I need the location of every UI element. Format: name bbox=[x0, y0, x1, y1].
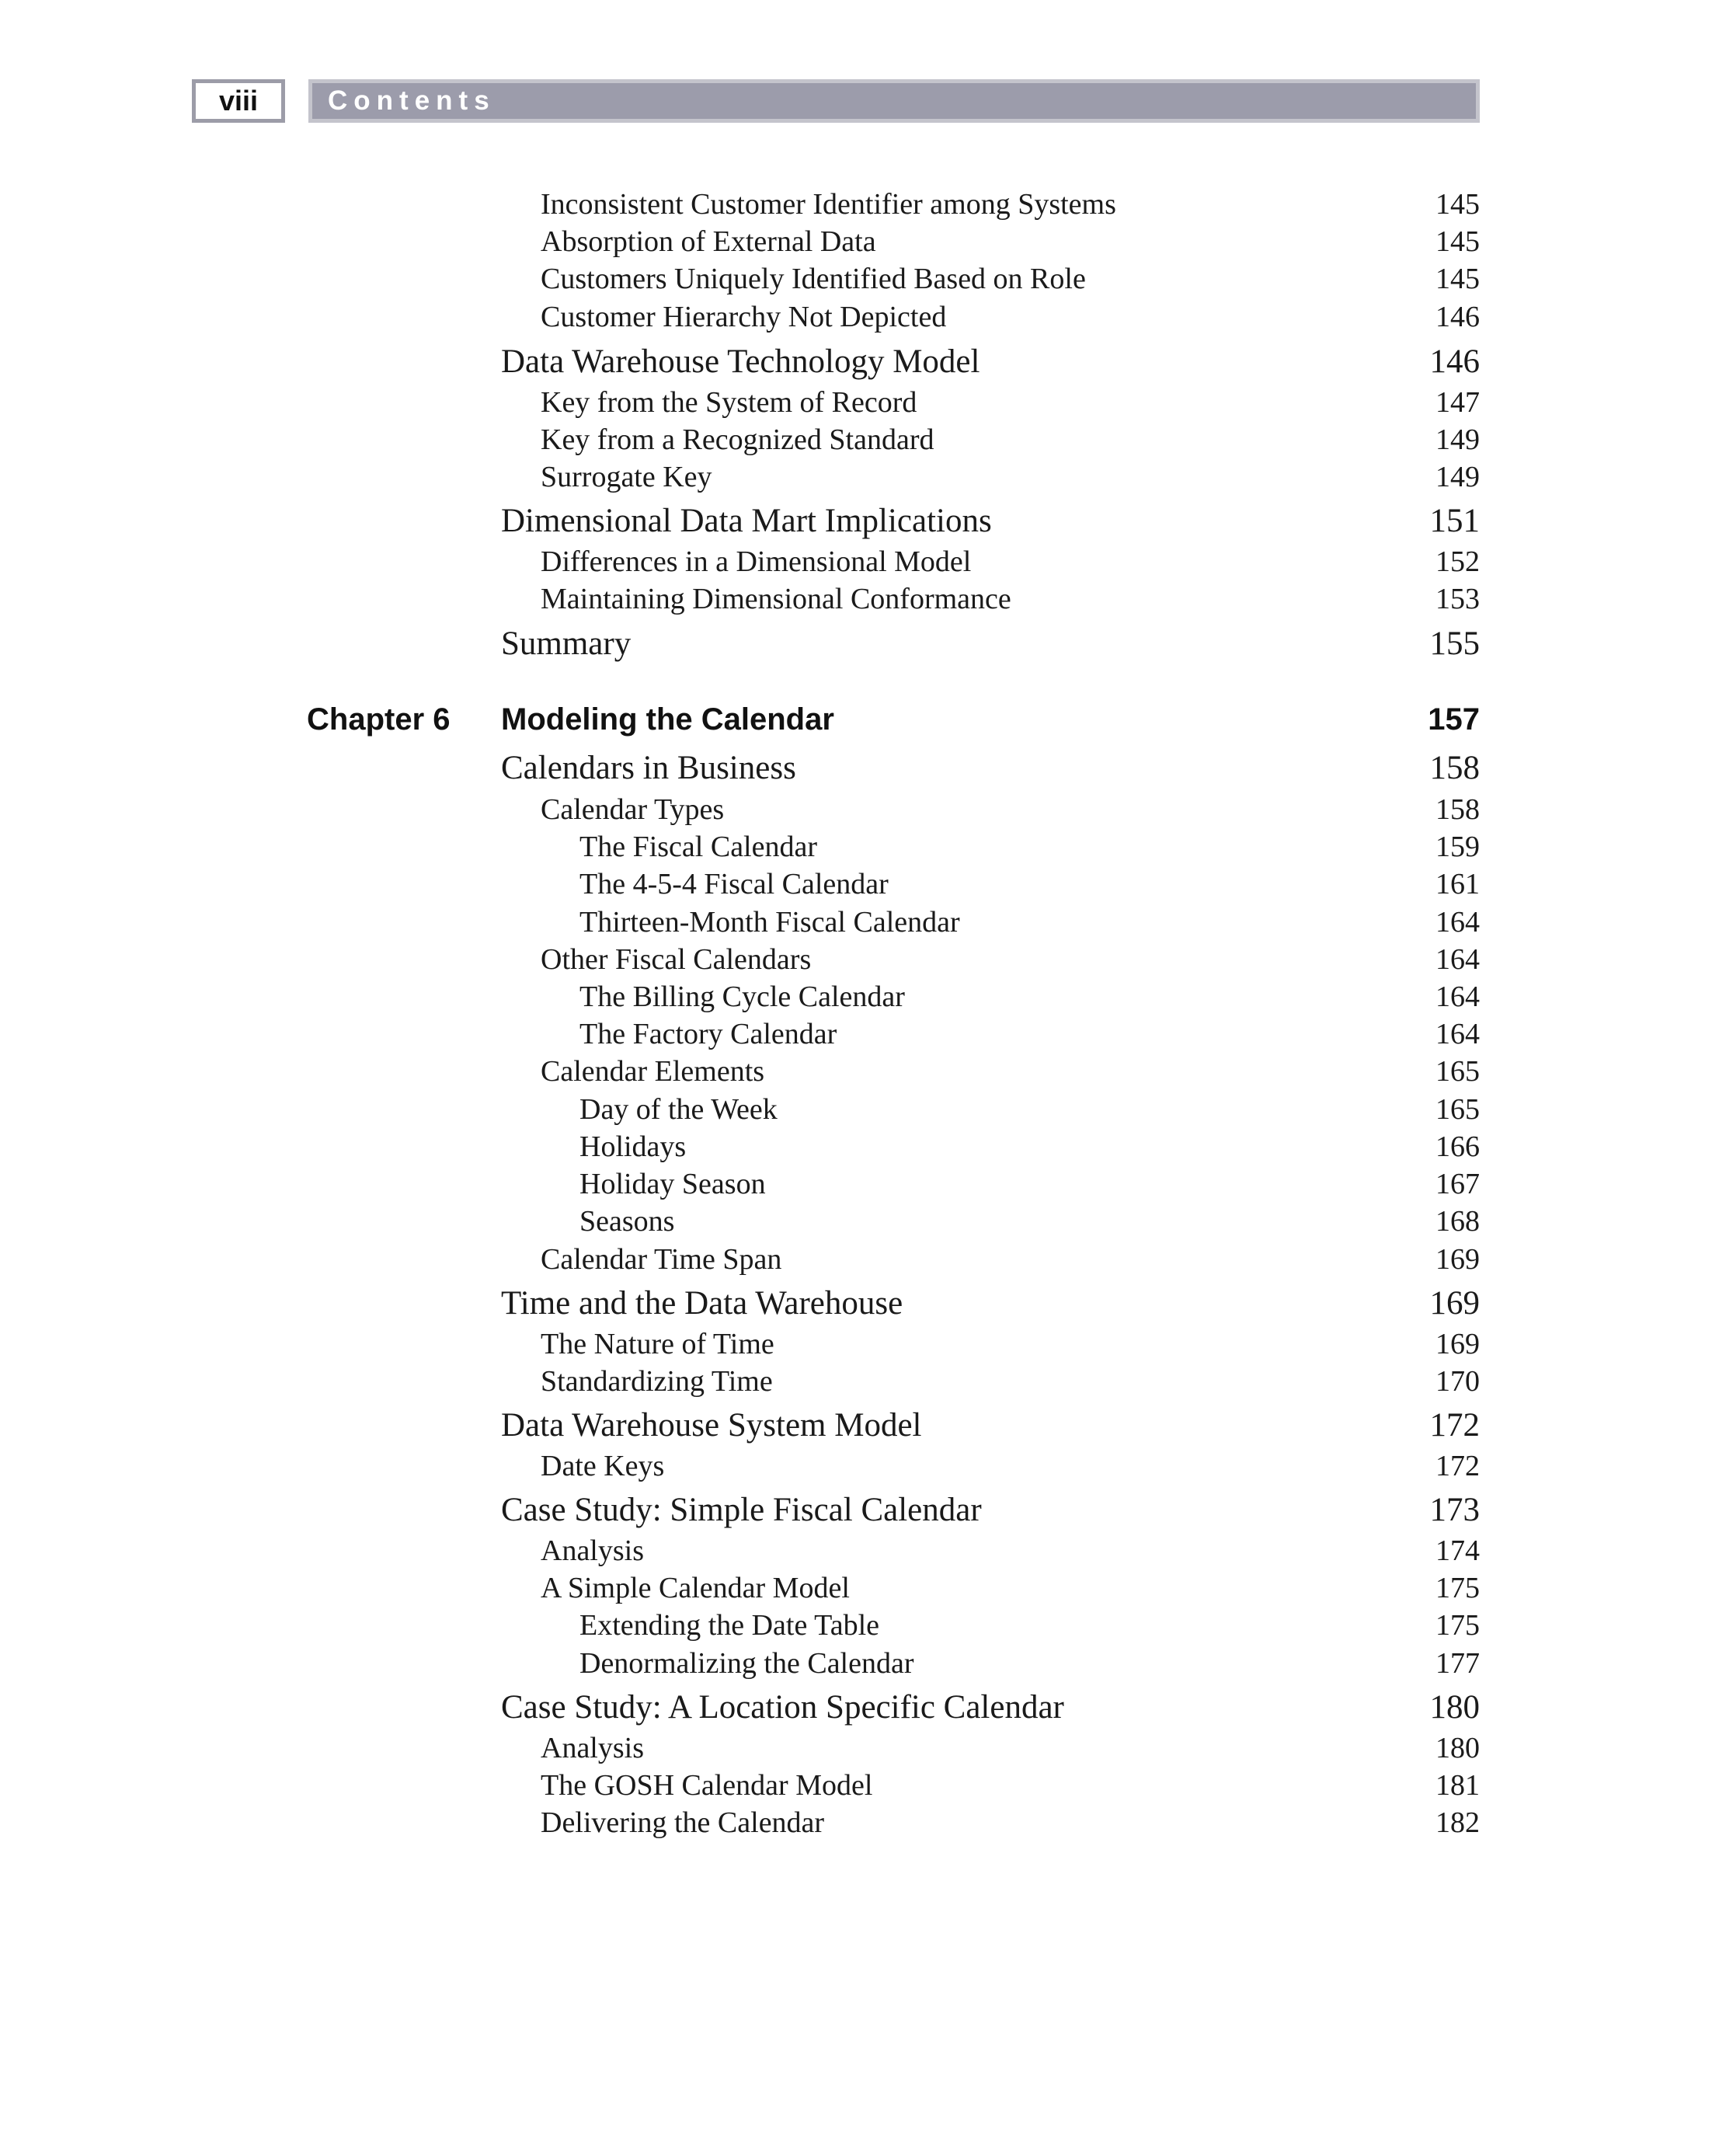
toc-entry-page: 153 bbox=[1435, 583, 1480, 615]
toc-section-title: Time and the Data Warehouse bbox=[501, 1285, 903, 1322]
toc-entry-title: Differences in a Dimensional Model bbox=[541, 545, 972, 578]
toc-subentry-title: Seasons bbox=[579, 1205, 675, 1238]
toc-entry[interactable] bbox=[0, 1726, 1480, 1765]
toc-section-title: Data Warehouse System Model bbox=[501, 1407, 922, 1444]
running-header bbox=[308, 79, 1480, 123]
toc-entry-title: Analysis bbox=[541, 1732, 644, 1764]
toc-subentry-page: 168 bbox=[1435, 1205, 1480, 1238]
toc-subentry-page: 164 bbox=[1435, 980, 1480, 1013]
toc-entry-title: Calendar Types bbox=[541, 793, 725, 826]
toc-subentry-title: The 4-5-4 Fiscal Calendar bbox=[579, 868, 889, 900]
toc-entry-title: Absorption of External Data bbox=[541, 225, 876, 258]
chapter-label: Chapter 6 bbox=[307, 702, 451, 737]
toc-entry-page: 170 bbox=[1435, 1365, 1480, 1398]
chapter-heading[interactable] bbox=[0, 694, 1480, 737]
toc-entry-title: Customers Uniquely Identified Based on Role bbox=[541, 263, 1086, 295]
toc-entry-title: Other Fiscal Calendars bbox=[541, 943, 812, 976]
toc-section-page: 146 bbox=[1429, 343, 1480, 380]
toc-entry[interactable] bbox=[0, 1322, 1480, 1361]
toc-section[interactable] bbox=[0, 1283, 1480, 1322]
toc-entry-page: 147 bbox=[1435, 386, 1480, 419]
toc-entry-page: 149 bbox=[1435, 423, 1480, 456]
toc-entry-title: Customer Hierarchy Not Depicted bbox=[541, 301, 947, 333]
toc-subentry[interactable] bbox=[0, 862, 1480, 901]
toc-entry[interactable] bbox=[0, 418, 1480, 457]
toc-entry-page: 165 bbox=[1435, 1055, 1480, 1088]
toc-section[interactable] bbox=[0, 501, 1480, 540]
toc-subentry-title: Denormalizing the Calendar bbox=[579, 1647, 914, 1680]
toc-subentry-page: 177 bbox=[1435, 1647, 1480, 1680]
toc-entry-title: The GOSH Calendar Model bbox=[541, 1769, 873, 1802]
toc-subentry-title: The Billing Cycle Calendar bbox=[579, 980, 905, 1013]
toc-entry-title: Analysis bbox=[541, 1534, 644, 1567]
toc-entry-page: 169 bbox=[1435, 1243, 1480, 1276]
toc-entry[interactable] bbox=[0, 577, 1480, 616]
toc-section-title: Summary bbox=[501, 625, 632, 662]
toc-entry[interactable] bbox=[0, 1050, 1480, 1088]
toc-entry[interactable] bbox=[0, 220, 1480, 259]
toc-subentry[interactable] bbox=[0, 1012, 1480, 1051]
toc-entry-title: Inconsistent Customer Identifier among Systems bbox=[541, 188, 1116, 221]
toc-entry[interactable] bbox=[0, 257, 1480, 296]
toc-section-title: Case Study: Simple Fiscal Calendar bbox=[501, 1492, 982, 1528]
toc-section-page: 169 bbox=[1429, 1285, 1480, 1322]
toc-subentry-title: Thirteen-Month Fiscal Calendar bbox=[579, 906, 960, 939]
toc-subentry-title: The Factory Calendar bbox=[579, 1018, 837, 1050]
toc-section[interactable] bbox=[0, 748, 1480, 787]
toc-entry[interactable] bbox=[0, 295, 1480, 334]
toc-entry-title: Date Keys bbox=[541, 1450, 665, 1482]
toc-entry-title: Maintaining Dimensional Conformance bbox=[541, 583, 1011, 615]
toc-entry[interactable] bbox=[0, 1238, 1480, 1277]
toc-entry[interactable] bbox=[0, 1360, 1480, 1398]
toc-entry[interactable] bbox=[0, 455, 1480, 494]
chapter-page: 157 bbox=[1428, 702, 1480, 737]
toc-subentry[interactable] bbox=[0, 1125, 1480, 1164]
toc-subentry[interactable] bbox=[0, 1604, 1480, 1642]
toc-subentry-title: Holidays bbox=[579, 1130, 687, 1163]
toc-entry[interactable] bbox=[0, 1566, 1480, 1605]
toc-section-title: Calendars in Business bbox=[501, 750, 796, 786]
toc-section[interactable] bbox=[0, 1490, 1480, 1529]
toc-subentry-page: 166 bbox=[1435, 1130, 1480, 1163]
toc-subentry-page: 165 bbox=[1435, 1093, 1480, 1126]
toc-subentry[interactable] bbox=[0, 900, 1480, 939]
toc-entry-page: 145 bbox=[1435, 188, 1480, 221]
chapter-title: Modeling the Calendar bbox=[501, 702, 834, 737]
toc-entry-page: 158 bbox=[1435, 793, 1480, 826]
toc-subentry[interactable] bbox=[0, 975, 1480, 1014]
toc-section-title: Dimensional Data Mart Implications bbox=[501, 503, 992, 539]
toc-entry-title: Calendar Time Span bbox=[541, 1243, 782, 1276]
toc-subentry-page: 161 bbox=[1435, 868, 1480, 900]
toc-section-title: Case Study: A Location Specific Calendar bbox=[501, 1689, 1064, 1726]
toc-subentry[interactable] bbox=[0, 825, 1480, 864]
toc-entry-title: The Nature of Time bbox=[541, 1328, 774, 1360]
toc-entry[interactable] bbox=[0, 1529, 1480, 1568]
toc-entry-page: 182 bbox=[1435, 1806, 1480, 1839]
toc-entry-title: Key from the System of Record bbox=[541, 386, 917, 419]
toc-subentry[interactable] bbox=[0, 1642, 1480, 1681]
toc-entry[interactable] bbox=[0, 381, 1480, 420]
toc-entry[interactable] bbox=[0, 1764, 1480, 1802]
toc-section-page: 151 bbox=[1429, 503, 1480, 539]
toc-entry-page: 149 bbox=[1435, 461, 1480, 493]
toc-section-page: 158 bbox=[1429, 750, 1480, 786]
toc-subentry[interactable] bbox=[0, 1162, 1480, 1201]
toc-entry-title: Delivering the Calendar bbox=[541, 1806, 825, 1839]
toc-entry-title: Standardizing Time bbox=[541, 1365, 773, 1398]
toc-entry-page: 172 bbox=[1435, 1450, 1480, 1482]
toc-section-page: 173 bbox=[1429, 1492, 1480, 1528]
toc-section-page: 172 bbox=[1429, 1407, 1480, 1444]
toc-subentry-page: 175 bbox=[1435, 1609, 1480, 1642]
toc-subentry-page: 159 bbox=[1435, 831, 1480, 863]
toc-entry-page: 152 bbox=[1435, 545, 1480, 578]
toc-entry[interactable] bbox=[0, 1444, 1480, 1483]
toc-subentry-title: The Fiscal Calendar bbox=[579, 831, 818, 863]
toc-entry[interactable] bbox=[0, 938, 1480, 977]
toc-section-page: 155 bbox=[1429, 625, 1480, 662]
toc-entry[interactable] bbox=[0, 1801, 1480, 1840]
toc-subentry-title: Day of the Week bbox=[579, 1093, 778, 1126]
toc-entry[interactable] bbox=[0, 540, 1480, 579]
toc-entry-page: 145 bbox=[1435, 225, 1480, 258]
toc-subentry-page: 164 bbox=[1435, 906, 1480, 939]
running-header-title: Contents bbox=[328, 85, 496, 116]
toc-subentry-title: Holiday Season bbox=[579, 1168, 766, 1200]
toc-section[interactable] bbox=[0, 1405, 1480, 1444]
toc-entry-title: Calendar Elements bbox=[541, 1055, 765, 1088]
toc-subentry-page: 167 bbox=[1435, 1168, 1480, 1200]
toc-entry-page: 169 bbox=[1435, 1328, 1480, 1360]
toc-entry-page: 164 bbox=[1435, 943, 1480, 976]
page-number: viii bbox=[192, 79, 285, 123]
toc-entry-page: 174 bbox=[1435, 1534, 1480, 1567]
toc-subentry-title: Extending the Date Table bbox=[579, 1609, 880, 1642]
toc-entry-page: 145 bbox=[1435, 263, 1480, 295]
toc-entry-page: 175 bbox=[1435, 1572, 1480, 1604]
toc-section-title: Data Warehouse Technology Model bbox=[501, 343, 980, 380]
toc-subentry[interactable] bbox=[0, 1200, 1480, 1238]
toc-entry-title: Key from a Recognized Standard bbox=[541, 423, 934, 456]
toc-entry-page: 181 bbox=[1435, 1769, 1480, 1802]
toc-section[interactable] bbox=[0, 342, 1480, 381]
toc-section[interactable] bbox=[0, 624, 1480, 663]
toc-entry[interactable] bbox=[0, 183, 1480, 221]
toc-subentry-page: 164 bbox=[1435, 1018, 1480, 1050]
toc-entry[interactable] bbox=[0, 788, 1480, 827]
toc-section[interactable] bbox=[0, 1688, 1480, 1726]
toc-entry-title: Surrogate Key bbox=[541, 461, 712, 493]
toc-entry-page: 180 bbox=[1435, 1732, 1480, 1764]
toc-subentry[interactable] bbox=[0, 1088, 1480, 1127]
toc-entry-page: 146 bbox=[1435, 301, 1480, 333]
toc-section-page: 180 bbox=[1429, 1689, 1480, 1726]
toc-entry-title: A Simple Calendar Model bbox=[541, 1572, 850, 1604]
